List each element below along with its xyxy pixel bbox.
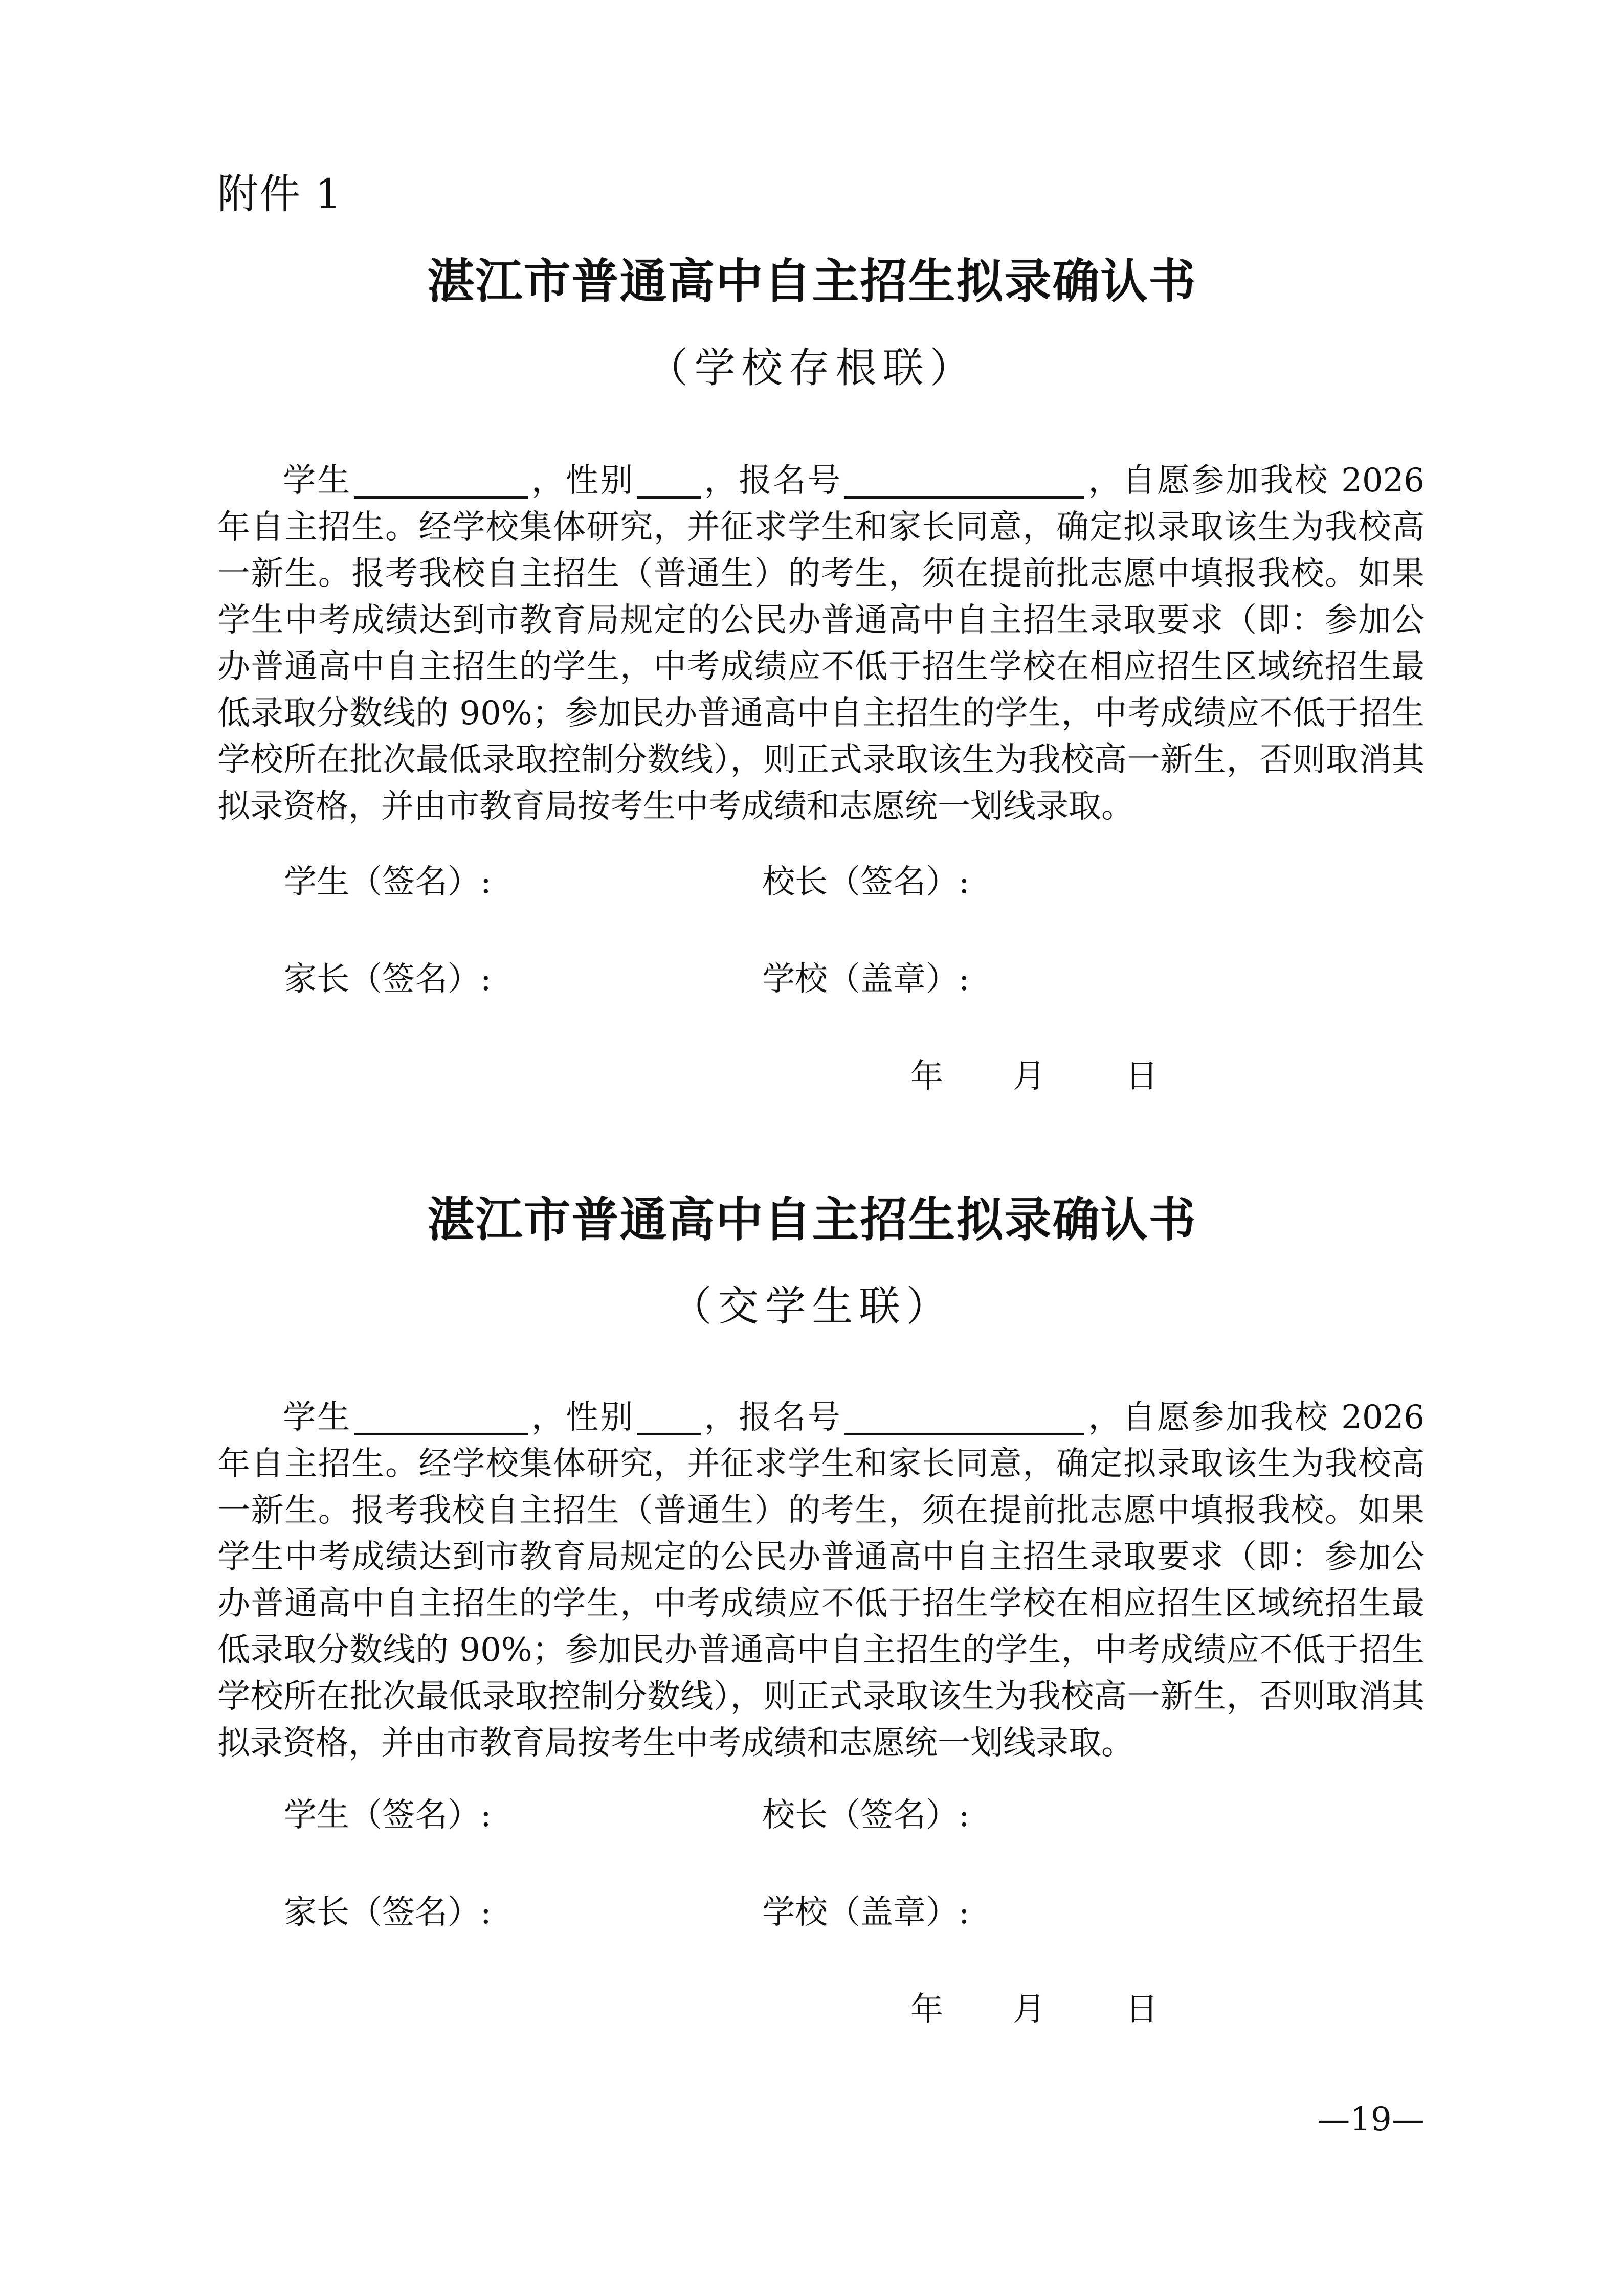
date-month: 月	[1013, 1991, 1045, 2029]
form-body	[217, 1394, 1425, 1767]
regno-label: ，报名号	[702, 1399, 842, 1436]
parent-signature-label: 家长（签名）:	[284, 960, 492, 998]
student-signature-label: 学生（签名）:	[284, 863, 492, 901]
student-signature-label: 学生（签名）:	[284, 1796, 492, 1834]
date-day: 日	[1125, 1057, 1158, 1095]
registration-number-blank	[844, 1397, 1084, 1435]
principal-signature-label: 校长（签名）:	[762, 863, 970, 901]
parent-signature-label: 家长（签名）:	[284, 1894, 492, 1931]
student-label: 学生	[283, 462, 352, 500]
student-name-blank	[354, 460, 528, 499]
student-label: 学生	[283, 1399, 352, 1436]
form-title: 湛江市普通高中自主招生拟录确认书	[427, 1192, 1197, 1247]
school-seal-label: 学校（盖章）:	[762, 1894, 970, 1931]
form-subtitle: （学校存根联）	[647, 344, 977, 392]
body-text: ，自愿参加我校 2026 年自主招生。经学校集体研究，并征求学生和家长同意，确定拟录取该生为我校高一新生。报考我校自主招生（普通生）的考生，须在提前批志愿中填报我校。如果学生中考成绩达到市教育局规定的公民办普通高中自主招生录取要求（即：参加公办普通高中自主招生的学生，中考成绩应不低于招生学校在相应招生区域统招生最低录取分数线的 90%；参加民办普通高中自主招生的学生，中考成绩应不低于招生学校所在批次最低录取控制分数线），则正式录取该生为我校高一新生，否则取消其拟录资格，并由市教育局按考生中考成绩和志愿统一划线录取。	[217, 462, 1425, 825]
page-number: —19—	[1317, 2101, 1425, 2139]
principal-signature-label: 校长（签名）:	[762, 1796, 970, 1834]
date-day: 日	[1125, 1991, 1158, 2029]
gender-blank	[637, 460, 701, 499]
gender-label: ，性别	[529, 462, 635, 500]
gender-blank	[637, 1397, 701, 1435]
date-month: 月	[1013, 1057, 1045, 1095]
form-subtitle: （交学生联）	[671, 1282, 953, 1330]
body-text: ，自愿参加我校 2026 年自主招生。经学校集体研究，并征求学生和家长同意，确定拟录取该生为我校高一新生。报考我校自主招生（普通生）的考生，须在提前批志愿中填报我校。如果学生中考成绩达到市教育局规定的公民办普通高中自主招生录取要求（即：参加公办普通高中自主招生的学生，中考成绩应不低于招生学校在相应招生区域统招生最低录取分数线的 90%；参加民办普通高中自主招生的学生，中考成绩应不低于招生学校所在批次最低录取控制分数线），则正式录取该生为我校高一新生，否则取消其拟录资格，并由市教育局按考生中考成绩和志愿统一划线录取。	[217, 1399, 1425, 1762]
regno-label: ，报名号	[702, 462, 842, 500]
student-name-blank	[354, 1397, 528, 1435]
form-title: 湛江市普通高中自主招生拟录确认书	[427, 254, 1197, 309]
attachment-label: 附件 1	[217, 170, 343, 218]
registration-number-blank	[844, 460, 1084, 499]
date-year: 年	[910, 1057, 943, 1095]
form-body	[217, 458, 1425, 830]
gender-label: ，性别	[529, 1399, 635, 1436]
date-year: 年	[910, 1991, 943, 2029]
school-seal-label: 学校（盖章）:	[762, 960, 970, 998]
